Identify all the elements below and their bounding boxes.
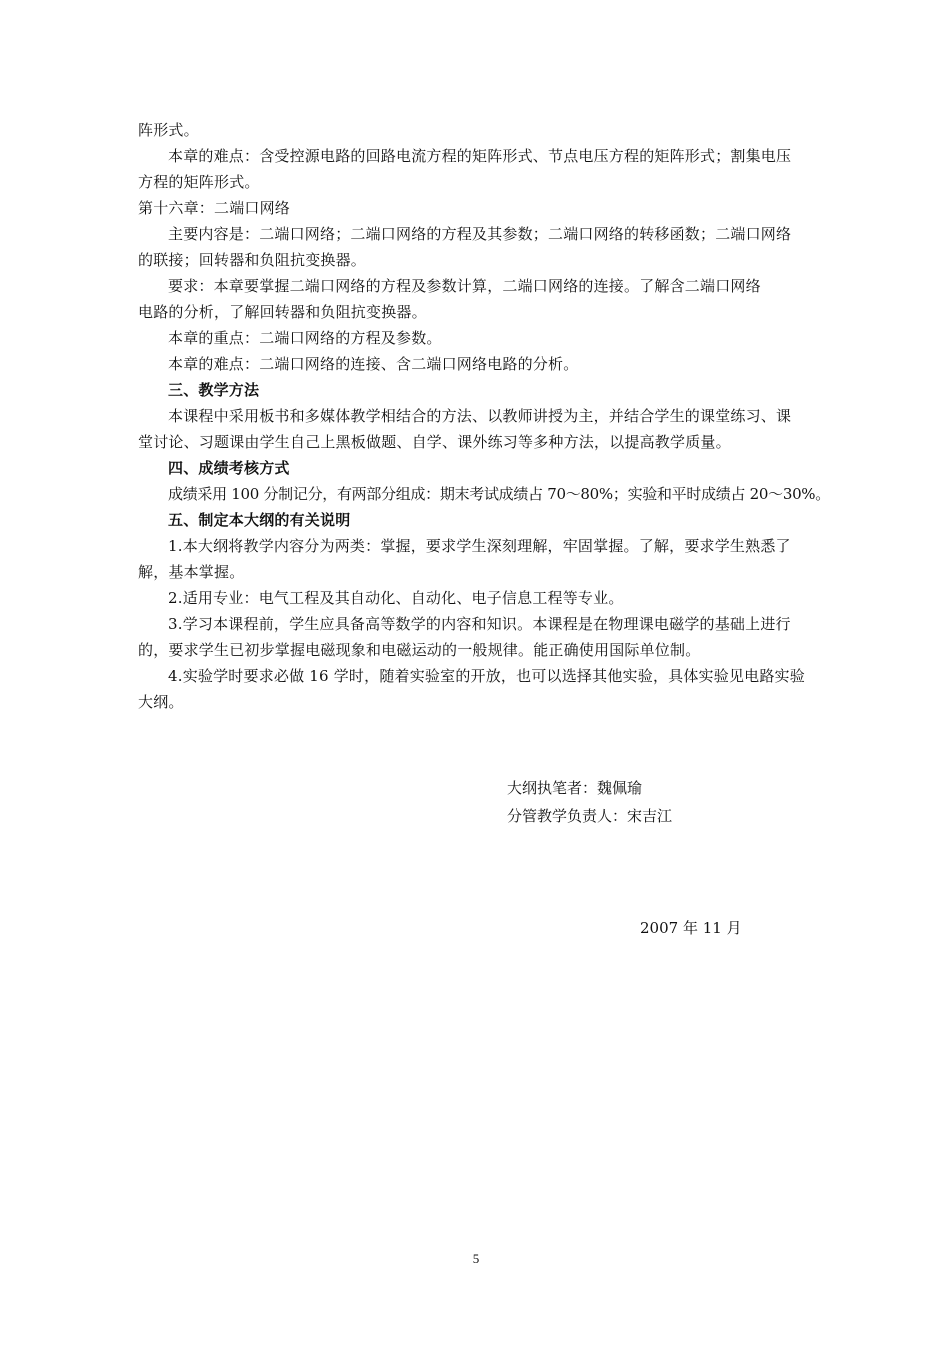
paragraph-line: 1.本大纲将教学内容分为两类：掌握，要求学生深刻理解，牢固掌握。了解，要求学生熟悉了 (168, 537, 791, 555)
author-signature: 大纲执笔者：魏佩瑜 (507, 779, 643, 797)
document-date: 2007 年 11 月 (640, 919, 742, 937)
paragraph-line: 解，基本掌握。 (138, 563, 245, 581)
page-number: 5 (472, 1251, 480, 1266)
paragraph-line: 2.适用专业：电气工程及其自动化、自动化、电子信息工程等专业。 (168, 589, 624, 607)
paragraph-line: 阵形式。 (138, 121, 199, 139)
paragraph-line: 要求：本章要掌握二端口网络的方程及参数计算，二端口网络的连接。了解含二端口网络 (168, 277, 761, 295)
paragraph-line: 堂讨论、习题课由学生自己上黑板做题、自学、课外练习等多种方法，以提高教学质量。 (138, 433, 731, 451)
paragraph-line: 成绩采用 100 分制记分，有两部分组成：期末考试成绩占 70～80%；实验和平时成绩占 20～30%。 (168, 485, 830, 503)
paragraph-line: 大纲。 (138, 693, 184, 711)
paragraph-line: 方程的矩阵形式。 (138, 173, 260, 191)
paragraph-line: 3.学习本课程前，学生应具备高等数学的内容和知识。本课程是在物理课电磁学的基础上进行 (168, 615, 791, 633)
paragraph-line: 本章的难点：二端口网络的连接、含二端口网络电路的分析。 (168, 355, 579, 373)
paragraph-line: 本课程中采用板书和多媒体教学相结合的方法、以教师讲授为主，并结合学生的课堂练习、课 (168, 407, 792, 425)
supervisor-signature: 分管教学负责人：宋吉江 (507, 807, 673, 825)
section-heading: 四、成绩考核方式 (168, 459, 290, 477)
section-heading: 五、制定本大纲的有关说明 (168, 511, 351, 529)
chapter-title: 第十六章：二端口网络 (138, 199, 291, 217)
paragraph-line: 的，要求学生已初步掌握电磁现象和电磁运动的一般规律。能正确使用国际单位制。 (138, 641, 701, 659)
paragraph-line: 4.实验学时要求必做 16 学时，随着实验室的开放，也可以选择其他实验，具体实验见电路实验 (168, 667, 805, 685)
paragraph-line: 的联接；回转器和负阻抗变换器。 (138, 251, 367, 269)
paragraph-line: 本章的难点：含受控源电路的回路电流方程的矩阵形式、节点电压方程的矩阵形式；割集电压 (168, 147, 792, 165)
paragraph-line: 本章的重点：二端口网络的方程及参数。 (168, 329, 442, 347)
document-body (138, 117, 862, 715)
paragraph-line: 电路的分析，了解回转器和负阻抗变换器。 (138, 303, 427, 321)
section-heading: 三、教学方法 (168, 381, 260, 399)
paragraph-line: 主要内容是：二端口网络；二端口网络的方程及其参数；二端口网络的转移函数；二端口网络 (168, 225, 792, 243)
